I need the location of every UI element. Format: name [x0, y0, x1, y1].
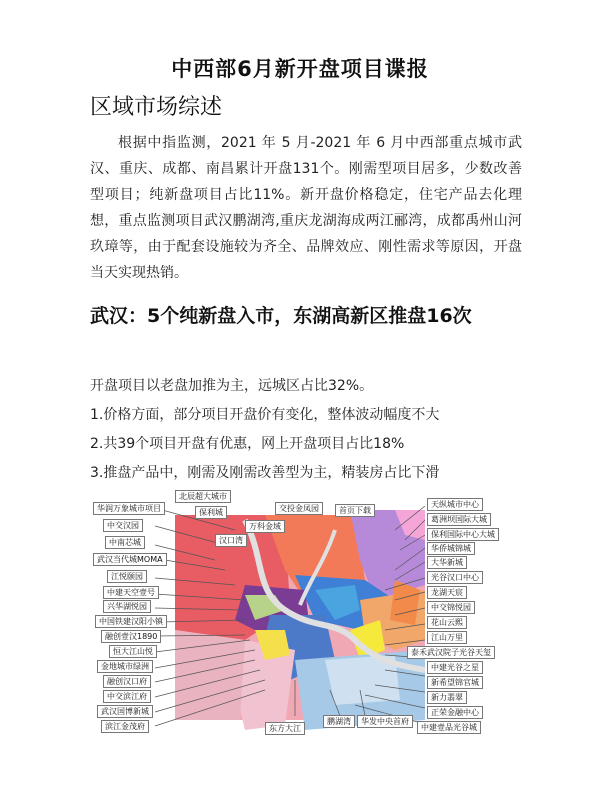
document-title: 中西部6月新开盘项目谍报: [171, 57, 429, 81]
map-label: 东方大江: [265, 722, 305, 735]
map-label: 鹏湖湾: [323, 715, 355, 728]
map-label: 滨江金茂府: [101, 720, 149, 733]
map-label: 中建天空壹号: [103, 586, 159, 599]
map-label: 大华新城: [427, 556, 467, 569]
map-label: 华发中央首府: [357, 715, 413, 728]
map-label: 中交汉园: [103, 519, 143, 532]
map-label: 新力翡翠: [427, 691, 467, 704]
map-label: 光谷汉口中心: [427, 571, 483, 584]
map-label: 金地城市绿洲: [97, 660, 153, 673]
map-label: 泰禾武汉院子光谷天玺: [407, 646, 495, 659]
map-label: 中南芯城: [105, 536, 145, 549]
map-label: 葛洲坝国际大城: [427, 513, 491, 526]
map-label: 保利城: [195, 506, 227, 519]
map-label: 中建光谷之星: [427, 661, 483, 674]
map-label: 花山云熙: [427, 616, 467, 629]
map-label: 武汉当代城MOMA: [93, 553, 167, 566]
map-label: 融创汉口府: [103, 675, 151, 688]
map-label: 汉口湾: [215, 534, 247, 547]
wuhan-district-map: [95, 490, 515, 740]
wuhan-summary-line: 1.价格方面，部分项目开盘价有变化，整体波动幅度不大: [90, 407, 440, 423]
wuhan-summary-line: 2.共39个项目开盘有优惠，网上开盘项目占比18%: [90, 436, 405, 452]
map-label: 交投金凤园: [275, 502, 323, 515]
wuhan-summary-line: 开盘项目以老盘加推为主，远城区占比32%。: [90, 378, 374, 394]
map-label: 龙湖天宸: [427, 586, 467, 599]
map-label: 北辰超大城市: [175, 490, 231, 503]
section-heading-wuhan: 武汉：5个纯新盘入市，东湖高新区推盘16次: [90, 305, 472, 327]
wuhan-summary-line: 3.推盘产品中，刚需及刚需改善型为主，精装房占比下滑: [90, 465, 440, 481]
map-label: 中交锦悦园: [427, 601, 475, 614]
map-label: 融创壹汉1890: [101, 630, 161, 643]
map-label: 天纵城市中心: [427, 498, 483, 511]
market-overview-paragraph: 根据中指监测，2021 年 5 月-2021 年 6 月中西部重点城市武汉、重庆、成都、南昌累计开盘131个。刚需型项目居多，少数改善型项目；纯新盘项目占比11%。新开盘价格稳定，住宅产品去化理想，重点监测项目武汉鹏湖湾,重庆龙湖海成两江郦湾，成都禹州山河玖璋等，由于配套设施较为齐全、品牌效应、刚性需求等原因，开盘当天实现热销。: [90, 135, 522, 281]
map-label: 华润万象城市项目: [93, 502, 165, 515]
map-label: 江悦颐园: [107, 570, 147, 583]
wuhan-summary-list: [90, 372, 522, 488]
map-label: 保利国际中心大城: [427, 528, 499, 541]
map-label: 万科金域: [245, 520, 285, 533]
map-label: 兴华湖悦园: [103, 600, 151, 613]
map-label: 正荣金融中心: [427, 706, 483, 719]
map-label: 中国铁建汉阳小镇: [95, 615, 167, 628]
map-label: 新希望锦官城: [427, 676, 483, 689]
map-label: 中建壹品光谷城: [417, 721, 481, 734]
map-label: 武汉国博新城: [97, 705, 153, 718]
map-label: 恒大江山悦: [109, 645, 157, 658]
map-label: 中交滨江府: [103, 690, 151, 703]
map-label: 华侨城锦城: [427, 542, 475, 555]
map-label: 江山万里: [427, 631, 467, 644]
section-heading-market-overview: 区域市场综述: [90, 95, 223, 120]
map-label: 首页下载: [335, 504, 375, 517]
